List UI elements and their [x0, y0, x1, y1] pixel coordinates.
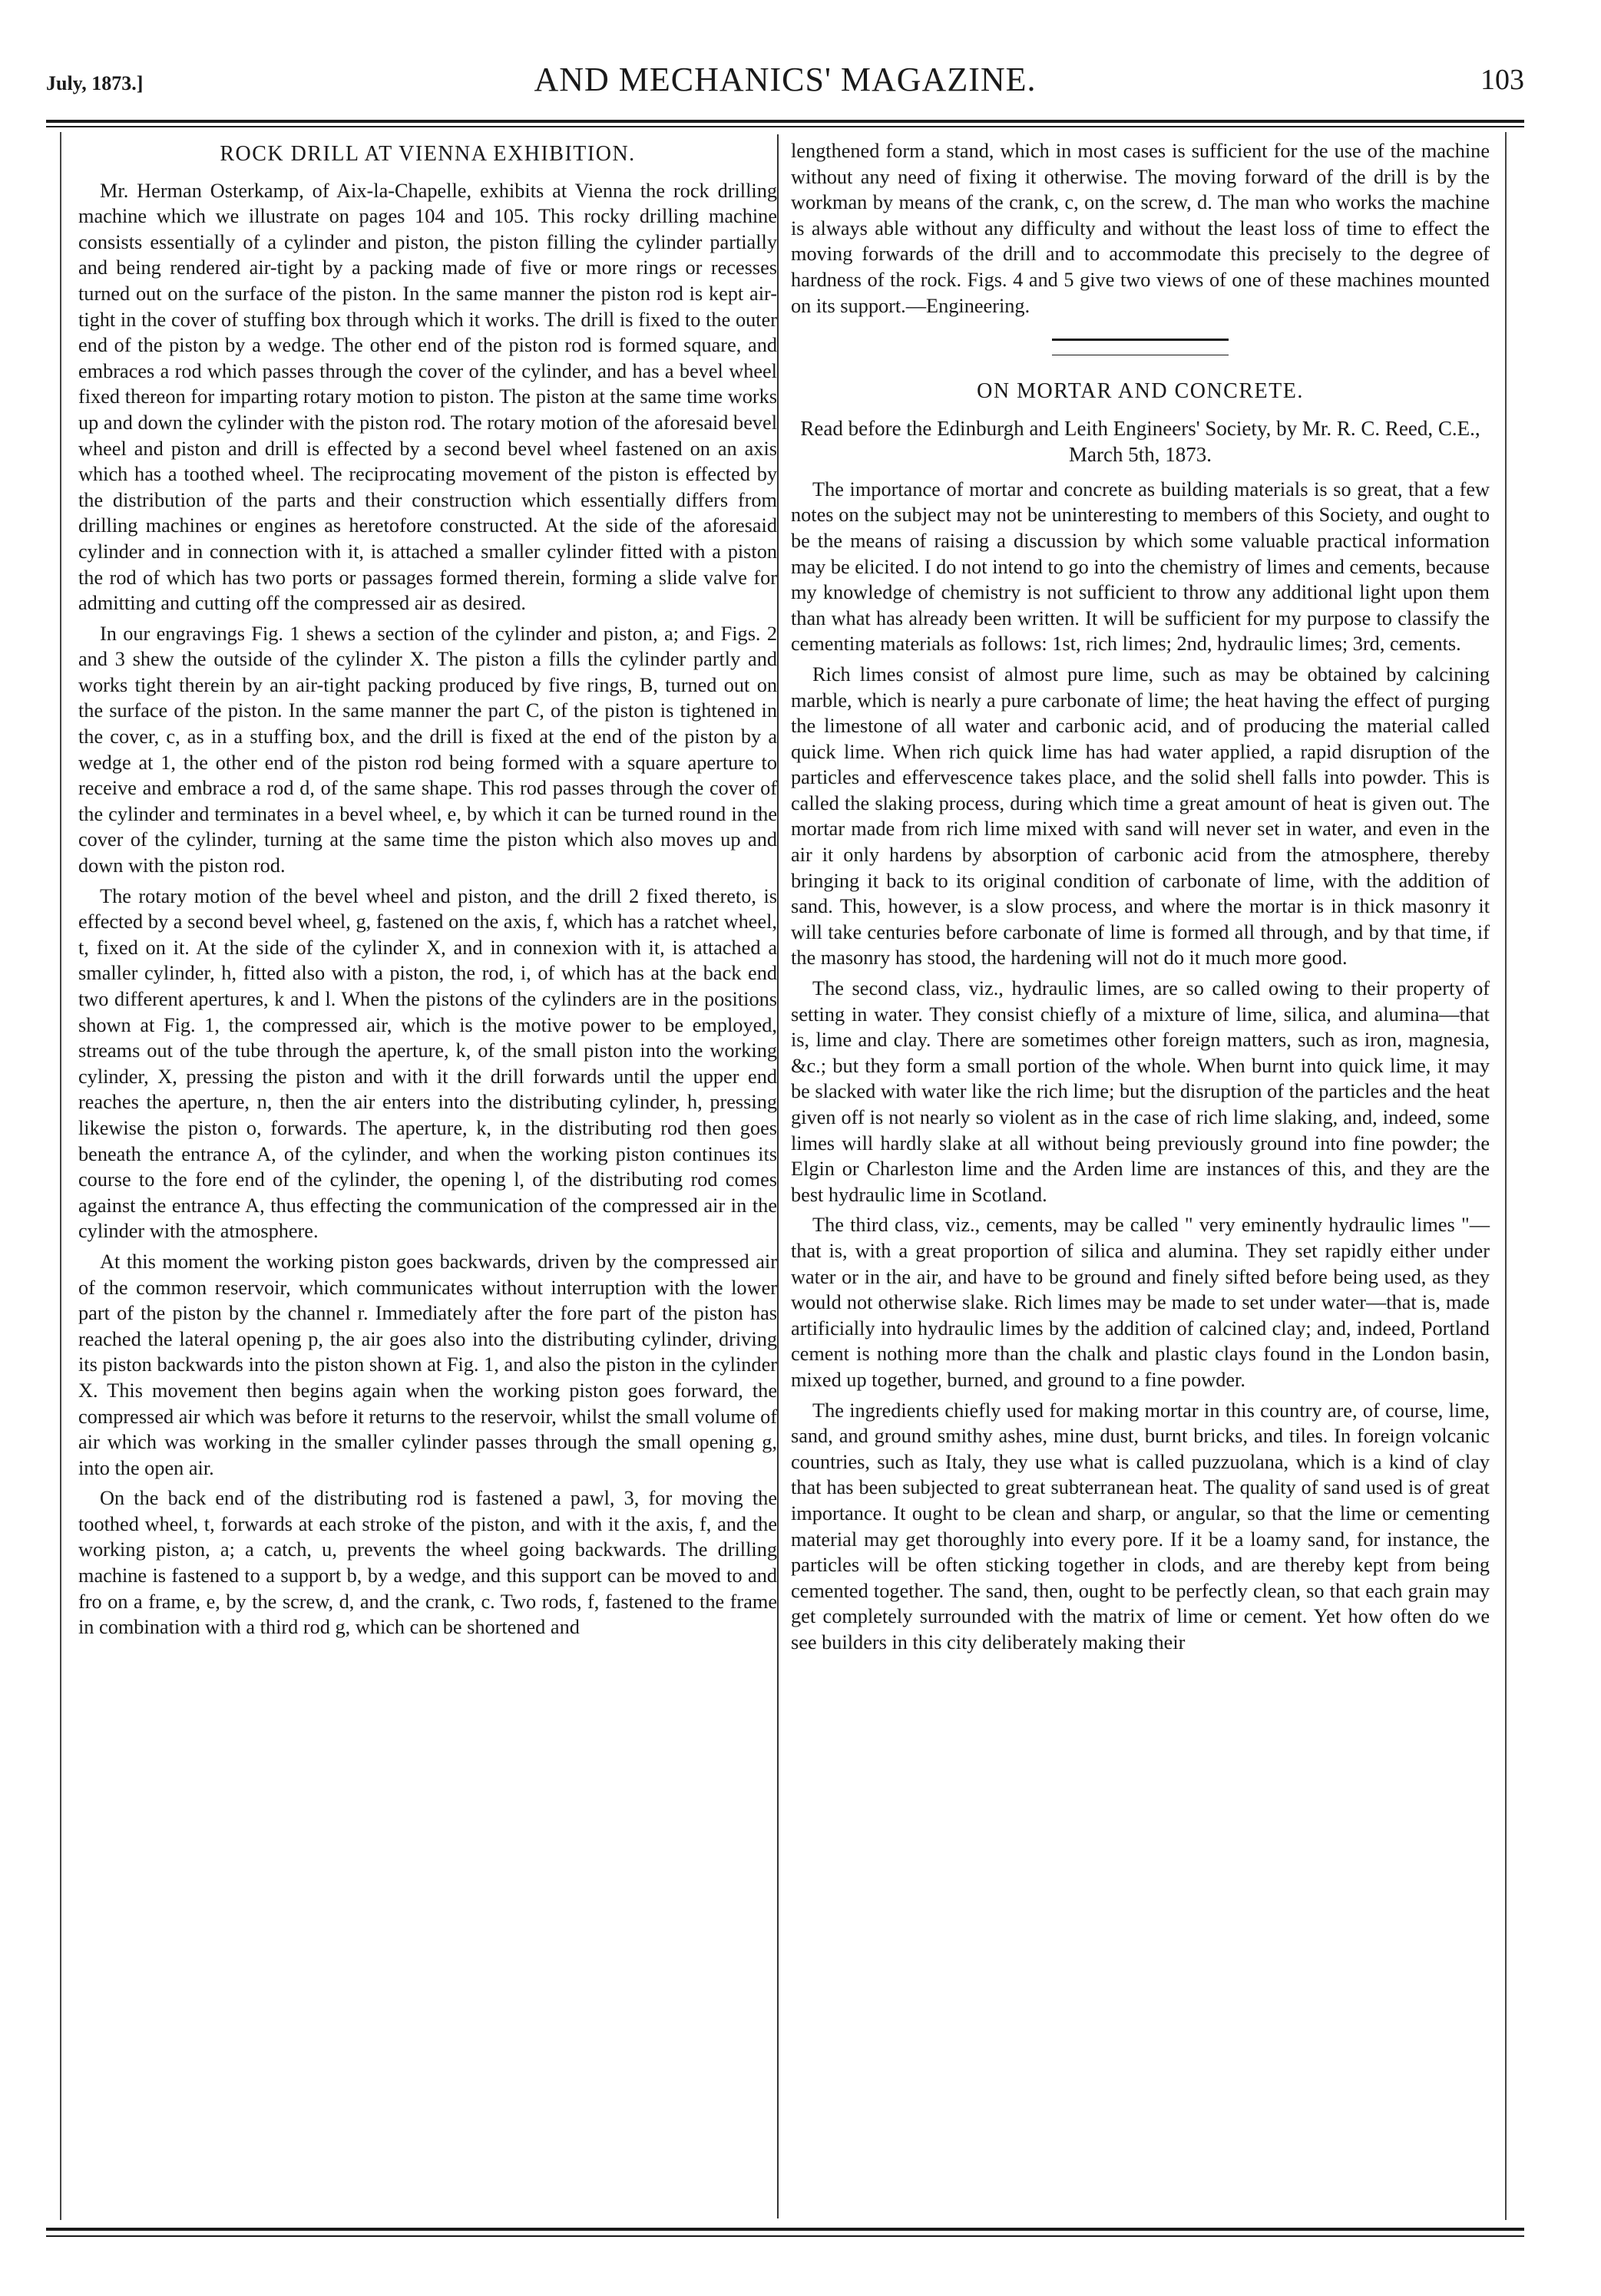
- left-column: [78, 138, 777, 1645]
- article-paragraph: The rotary motion of the bevel wheel and piston, and the drill 2 fixed thereto, is effected by a second bevel wheel, g, fastened on the axis, f, which has a ratchet wheel, t, fixed on it. At the side of the cylinder X, and in connexion with it, is attached a smaller cylinder, h, fitted also with a piston, the rod, i, of which has at the back end two different apertures, k and l. When the pistons of the cylinders are in the positions shown at Fig. 1, the compressed air, which is the motive power to be employed, streams out of the tube through the aperture, k, of the small piston into the working cylinder, X, pressing the piston and with it the drill forwards until the upper end reaches the aperture, n, then the air enters into the distributing cylinder, h, pressing likewise the piston o, forwards. The aperture, k, in the distributing rod then goes beneath the entrance A, of the cylinder, and when the working piston continues its course to the fore end of the cylinder, the opening l, of the distributing rod comes against the entrance A, thus effecting the communication of the compressed air in the cylinder with the atmosphere.: [78, 884, 777, 1243]
- article-paragraph: The third class, viz., cements, may be called " very eminently hydraulic limes "—that is, with a great proportion of silica and alumina. They set rapidly either under water or in the air, and have to be ground and finely sifted before being used, as they would not otherwise slake. Rich limes may be made to set under water—that is, made artificially into hydraulic limes by the addition of calcined clay; and, indeed, Portland cement is nothing more than the chalk and plastic clays found in the London basin, mixed up together, burned, and ground to a fine powder.: [791, 1214, 1490, 1391]
- article-paragraph: The second class, viz., hydraulic limes, are so called owing to their property of setting in water. They consist chiefly of a mixture of lime, silica, and alumina—that is, lime and clay. There are sometimes other foreign matters, such as iron, magnesia, &c.; but they form a small portion of the whole. When burnt into quick lime, it may be slacked with water like the rich lime; but the disruption of the particles and the heat given off is not nearly so violent as in the case of rich lime slaking, and, indeed, some limes will hardly slake at all without being previously ground into fine powder; the Elgin or Charleston lime and the Arden lime are instances of this, and they are the best hydraulic lime in Scotland.: [791, 977, 1490, 1206]
- footer-rule-thin: [46, 2235, 1524, 2237]
- header-rule: [46, 120, 1524, 123]
- article-paragraph: Mr. Herman Osterkamp, of Aix-la-Chapelle, exhibits at Vienna the rock drilling machine which we illustrate on pages 104 and 105. This rocky drilling machine consists essentially of a cylinder and piston, the piston filling the cylinder partially and being rendered air-tight by a packing made of five or more rings or recesses turned out on the surface of the piston. In the same manner the piston rod is kept air-tight in the cover of stuffing box through which it works. The drill is fixed to the outer end of the piston by a wedge. The other end of the piston rod is formed square, and embraces a rod which passes through the cover of the cylinder, and has a bevel wheel fixed thereon for imparting rotary motion to piston. The piston at the same time works up and down the cylinder with the piston rod. The rotary motion of the aforesaid bevel wheel and piston and drill is effected by a second bevel wheel fastened on an axis which has a toothed wheel. The reciprocating movement of the piston is effected by the distribution of the parts and their construction which essentially differs from drilling machines or engines as heretofore constructed. At the side of the aforesaid cylinder and in connection with it, is attached a smaller cylinder fitted with a piston the rod of which has two ports or passages formed therein, forming a slide valve for admitting and cutting off the compressed air as desired.: [78, 179, 777, 615]
- article-paragraph: On the back end of the distributing rod is fastened a pawl, 3, for moving the toothed wheel, t, forwards at each stroke of the piston, and with it the axis, f, and the working piston, a; a catch, u, prevents the wheel going backwards. The drilling machine is fastened to a support b, by a wedge, and this support can be moved to and fro on a frame, e, by the screw, d, and the crank, c. Two rods, f, fastened to the frame in combination with a third rod g, which can be shortened and: [78, 1487, 777, 1639]
- section-separator: [1052, 339, 1229, 341]
- article-paragraph: The importance of mortar and concrete as building materials is so great, that a few notes on the subject may not be uninteresting to members of this Society, and ought to be the means of raising a discussion by which some valuable practical information may be elicited. I do not intend to go into the chemistry of limes and cements, because my knowledge of chemistry is not sufficient to throw any additional light upon them than what has already been written. It will be sufficient for my purpose to classify the cementing materials as follows: 1st, rich limes; 2nd, hydraulic limes; 3rd, cements.: [791, 477, 1490, 656]
- article-paragraph: In our engravings Fig. 1 shews a section of the cylinder and piston, a; and Figs. 2 and 3 shew the outside of the cylinder X. The piston a fills the cylinder partly and works tight therein by an air-tight packing produced by five rings, B, turned out on the surface of the piston. In the same manner the part C, of the piston is tightened in the cover, c, as in a stuffing box, and the drill is fixed at the end of the piston by a wedge at 1, the other end of the piston rod being formed with a square aperture to receive and embrace a rod d, of the same shape. This rod passes through the cover of the cylinder and terminates in a bevel wheel, e, by which it can be turned round in the cover of the cylinder, turning at the same time the piston which also moves up and down with the piston rod.: [78, 622, 777, 877]
- column-divider: [777, 134, 779, 2218]
- article-heading-mortar: ON MORTAR AND CONCRETE.: [977, 379, 1304, 404]
- article-paragraph: The ingredients chiefly used for making mortar in this country are, of course, lime, sand, and ground smithy ashes, mine dust, burnt bricks, and tiles. In foreign volcanic countries, such as Italy, they use what is called puzzuolana, which is a kind of clay that has been subjected to great subterranean heat. The quality of sand used is of great importance. It ought to be clean and sharp, or angular, so that the lime or cementing material may get thoroughly into every pore. If it be a loamy sand, for instance, the particles will be often sticking together in clods, and are thereby kept from being cemented together. The sand, then, ought to be perfectly clean, so that each grain may get completely surrounded with the matrix of lime or cement. Yet how often do we see builders in this city deliberately making their: [791, 1399, 1490, 1653]
- header-rule-thin: [46, 126, 1524, 127]
- right-column: [791, 138, 1490, 1660]
- running-title: AND MECHANICS' MAGAZINE.: [534, 61, 1037, 98]
- page-header: [46, 55, 1524, 109]
- article-continuation: lengthened form a stand, which in most cases is sufficient for the use of the machine without any need of fixing it otherwise. The moving forward of the drill is by the workman by means of the crank, c, on the screw, d. The man who works the machine is always able without any difficulty and without the least loss of time to effect the moving forwards of the drill and to accommodate this precisely to the degree of hardness of the rock. Figs. 4 and 5 give two views of one of these machines mounted on its support.—Engineering.: [791, 140, 1490, 317]
- article-heading-rock-drill: ROCK DRILL AT VIENNA EXHIBITION.: [220, 142, 636, 166]
- article-paragraph: Rich limes consist of almost pure lime, such as may be obtained by calcining marble, which is nearly a pure carbonate of lime; the heat having the effect of purging the limestone of all water and carbonic acid, and of producing the material called quick lime. When rich quick lime has had water applied, a rapid disruption of the particles and effervescence takes place, and the solid shell falls into powder. This is called the slaking process, during which time a great amount of heat is given out. The mortar made from rich lime mixed with sand will never set in water, and even in the air it only hardens by absorption of carbonic acid from the atmosphere, thereby bringing it back to its original condition of carbonate of lime, with the addition of sand. This, however, is a slow process, and where the mortar is in thick masonry it will take centuries before carbonate of lime is formed all through, and by that time, if the masonry has stood, the hardening will not do it much more good.: [791, 662, 1490, 970]
- page-number: 103: [1480, 64, 1524, 96]
- article-paragraph: At this moment the working piston goes backwards, driven by the compressed air of the common reservoir, which communicates without interruption with the lower part of the piston by the channel r. Immediately after the fore part of the piston has reached the lateral opening p, the air goes also into the distributing cylinder, driving its piston backwards into the piston shown at Fig. 1, and also the piston in the cylinder X. This movement then begins again when the working piston goes forward, the compressed air which was before it returns to the reservoir, whilst the small volume of air which was working in the smaller cylinder passes through the small opening g, into the open air.: [78, 1250, 777, 1479]
- article-byline: Read before the Edinburgh and Leith Engineers' Society, by Mr. R. C. Reed, C.E., March 5th, 1873.: [800, 416, 1480, 466]
- footer-rule: [46, 2228, 1524, 2231]
- issue-date: July, 1873.]: [46, 72, 144, 94]
